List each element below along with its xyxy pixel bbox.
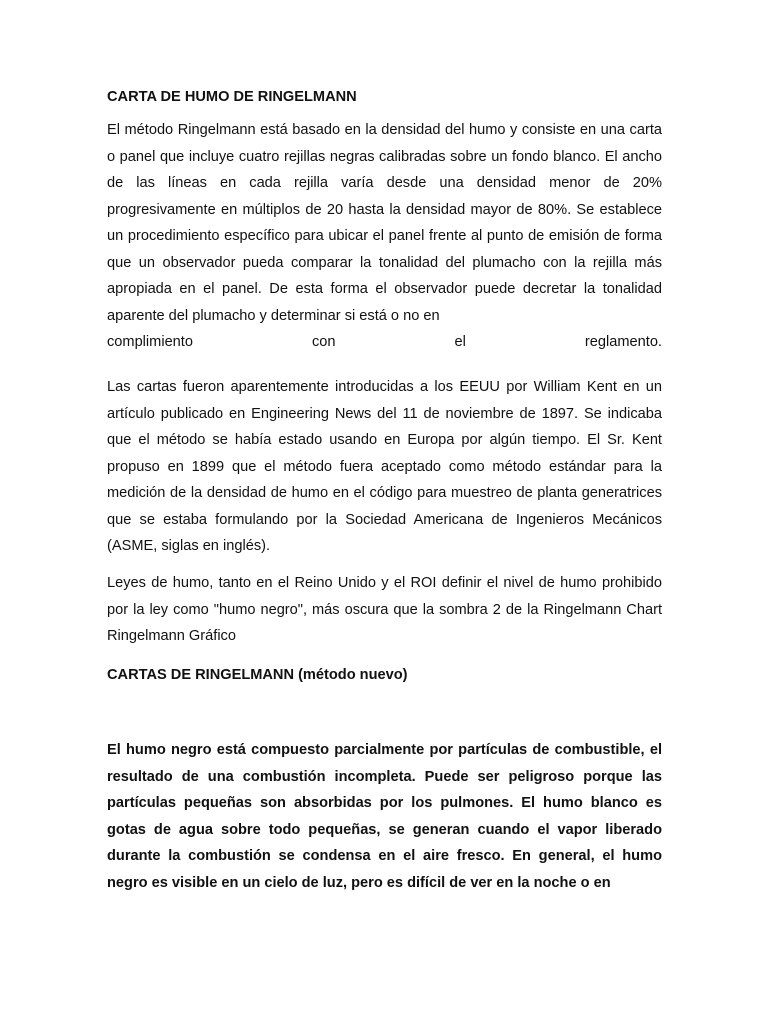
heading-cartas-metodo-nuevo: CARTAS DE RINGELMANN (método nuevo) xyxy=(107,667,408,683)
justified-last-line xyxy=(107,329,662,356)
word: complimiento xyxy=(107,334,193,350)
word: con xyxy=(312,334,336,350)
heading-carta-de-humo: CARTA DE HUMO DE RINGELMANN xyxy=(107,89,357,105)
paragraph-cartas-historia: Las cartas fueron aparentemente introducidas a los EEUU por William Kent en un artículo publicado en Engineering News del 11 de noviembre de 1897. Se indicaba que el método se había estado usando en Europa por algún tiempo. El Sr. Kent propuso en 1899 que el método fuera aceptado como método estándar para la medición de la densidad de humo en el código para muestreo de planta generatrices que se estaba formulando por la Sociedad Americana de Ingenieros Mecánicos (ASME, siglas en inglés). xyxy=(107,379,662,554)
paragraph-text: El método Ringelmann está basado en la densidad del humo y consiste en una carta o panel que incluye cuatro rejillas negras calibradas sobre un fondo blanco. El ancho de las líneas en cada rejilla varía desde una densidad menor de 20% progresivamente en múltiplos de 20 hasta la densidad mayor de 80%. Se establece un procedimiento específico para ubicar el panel frente al punto de emisión de forma que un observador pueda comparar la tonalidad del plumacho con la rejilla más apropiada en el panel. De esta forma el observador puede decretar la tonalidad aparente del plumacho y determinar si está o no en xyxy=(107,122,662,324)
paragraph-humo-negro: El humo negro está compuesto parcialmente por partículas de combustible, el resultado de una combustión incompleta. Puede ser peligroso porque las partículas pequeñas son absorbidas por los pulmones. El humo blanco es gotas de agua sobre todo pequeñas, se generan cuando el vapor liberado durante la combustión se condensa en el aire fresco. En general, el humo negro es visible en un cielo de luz, pero es difícil de ver en la noche o en xyxy=(107,742,662,891)
word: el xyxy=(454,334,466,350)
word: reglamento. xyxy=(584,334,662,350)
paragraph-leyes-de-humo: Leyes de humo, tanto en el Reino Unido y el ROI definir el nivel de humo prohibido por la ley como "humo negro", más oscura que la sombra 2 de la Ringelmann Chart Ringelmann Gráfico xyxy=(107,575,662,644)
paragraph-metodo-ringelmann xyxy=(107,117,662,356)
